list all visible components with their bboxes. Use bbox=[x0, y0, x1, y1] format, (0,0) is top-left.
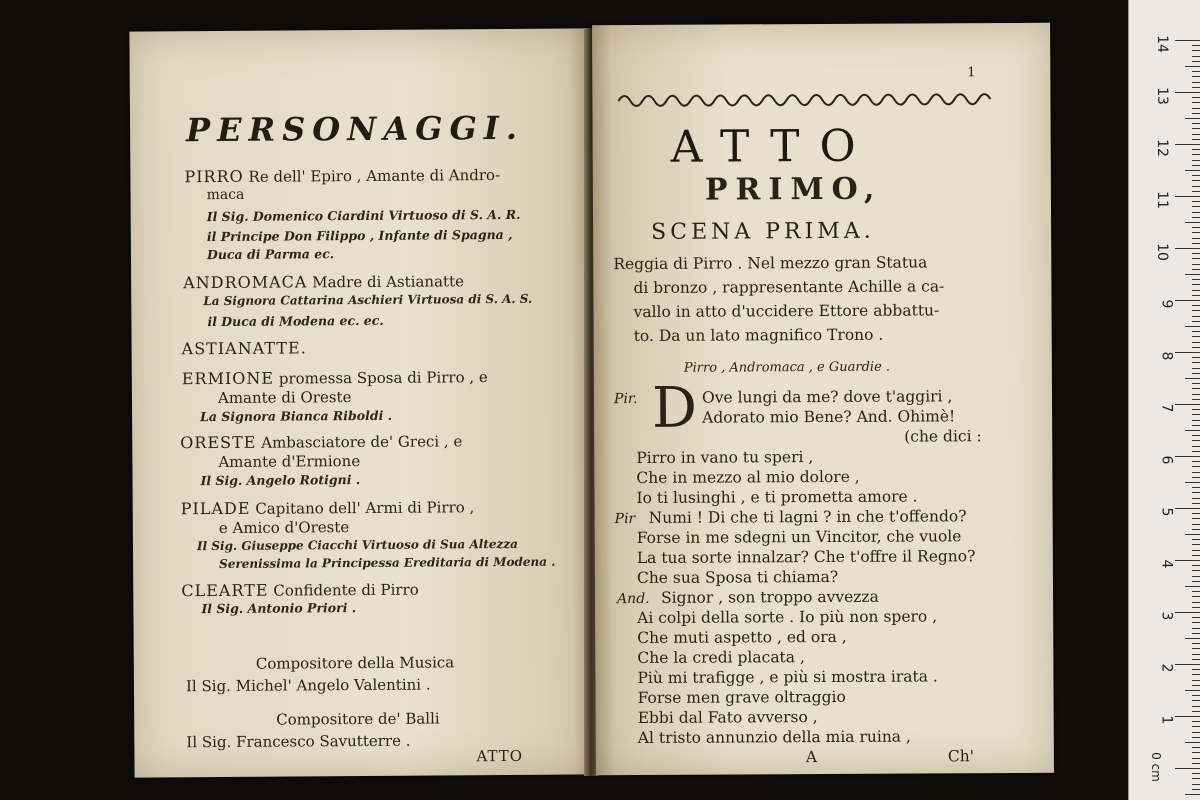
character-andromaca: ANDROMACA Madre di Astianatte bbox=[183, 272, 465, 293]
ruler-tick bbox=[1192, 607, 1200, 608]
ruler-tick bbox=[1192, 409, 1200, 410]
ruler-tick bbox=[1175, 456, 1200, 457]
ruler-tick bbox=[1185, 66, 1200, 67]
ruler-number: 1 bbox=[1158, 715, 1175, 725]
dialogue-line: Forse in me sdegni un Vincitor, che vuole bbox=[636, 527, 962, 547]
ruler-tick bbox=[1175, 560, 1200, 561]
ruler-tick bbox=[1192, 503, 1200, 504]
ruler-tick bbox=[1192, 596, 1200, 597]
ruler-tick bbox=[1185, 222, 1200, 223]
ruler-tick bbox=[1192, 451, 1200, 452]
ruler-tick bbox=[1192, 680, 1200, 681]
ruler-tick bbox=[1175, 352, 1200, 353]
ruler-tick bbox=[1192, 154, 1200, 155]
dialogue-line: Ai colpi della sorte . Io più non spero , bbox=[637, 607, 938, 627]
speaker: Pir. bbox=[613, 390, 638, 408]
speaker: And. bbox=[617, 590, 650, 608]
ruler-tick bbox=[1192, 97, 1200, 98]
ruler-tick bbox=[1192, 446, 1200, 447]
ruler-tick bbox=[1185, 378, 1200, 379]
ruler-tick bbox=[1192, 695, 1200, 696]
ruler-tick bbox=[1192, 721, 1200, 722]
ruler-tick bbox=[1185, 690, 1200, 691]
ruler-tick bbox=[1192, 113, 1200, 114]
ruler-tick bbox=[1192, 336, 1200, 337]
ruler-tick bbox=[1175, 40, 1200, 41]
ruler-tick bbox=[1192, 243, 1200, 244]
page-title: PERSONAGGI. bbox=[185, 108, 525, 150]
ruler-tick bbox=[1192, 139, 1200, 140]
page-number: 1 bbox=[967, 65, 976, 81]
ruler-number: 6 bbox=[1158, 455, 1175, 465]
character-ermione: ERMIONE promessa Sposa di Pirro , e bbox=[181, 368, 488, 389]
ruler-tick bbox=[1175, 664, 1200, 665]
ruler-tick bbox=[1192, 175, 1200, 176]
ruler-tick bbox=[1192, 321, 1200, 322]
ruler-tick bbox=[1192, 789, 1200, 790]
ruler-number: 5 bbox=[1158, 507, 1175, 517]
ruler-tick bbox=[1185, 586, 1200, 587]
ruler-tick bbox=[1192, 373, 1200, 374]
actor-line: Il Sig. Angelo Rotigni . bbox=[200, 472, 361, 489]
ruler-tick bbox=[1192, 253, 1200, 254]
ruler-tick bbox=[1192, 305, 1200, 306]
ruler-tick bbox=[1185, 118, 1200, 119]
ruler-tick bbox=[1192, 206, 1200, 207]
ruler-tick bbox=[1192, 654, 1200, 655]
ruler-tick bbox=[1192, 165, 1200, 166]
ruler-tick bbox=[1192, 732, 1200, 733]
ruler-tick bbox=[1175, 508, 1200, 509]
ruler-tick bbox=[1192, 778, 1200, 779]
catchword: ATTO bbox=[476, 746, 524, 766]
ruler-tick bbox=[1192, 134, 1200, 135]
ruler-tick bbox=[1192, 71, 1200, 72]
ruler-tick bbox=[1192, 201, 1200, 202]
ruler-tick bbox=[1192, 362, 1200, 363]
ruler-tick bbox=[1185, 430, 1200, 431]
actor-line: Il Sig. Domenico Ciardini Virtuoso di S. A. R. bbox=[206, 206, 521, 225]
ruler-tick bbox=[1192, 711, 1200, 712]
actor-line: Serenissima la Principessa Ereditaria di Modena . bbox=[219, 554, 556, 571]
ruler-tick bbox=[1192, 617, 1200, 618]
ruler-tick bbox=[1192, 435, 1200, 436]
ruler-tick bbox=[1185, 534, 1200, 535]
ruler-number: 8 bbox=[1158, 351, 1175, 361]
ruler-number: 9 bbox=[1158, 299, 1175, 309]
actor-line: La Signora Bianca Riboldi . bbox=[200, 407, 393, 425]
actor-line: Duca di Parma ec. bbox=[206, 246, 335, 263]
ruler-tick bbox=[1192, 472, 1200, 473]
left-page bbox=[129, 28, 592, 777]
ruler-tick bbox=[1192, 576, 1200, 577]
ruler-tick bbox=[1192, 399, 1200, 400]
ruler-tick bbox=[1192, 669, 1200, 670]
dialogue-line: Adorato mio Bene? And. Ohimè! bbox=[702, 407, 956, 427]
dialogue-line: Ove lungi da me? dove t'aggiri , bbox=[701, 387, 953, 407]
actor-line: il Duca di Modena ec. ec. bbox=[207, 312, 384, 330]
ruler-tick bbox=[1192, 544, 1200, 545]
ruler-tick bbox=[1192, 726, 1200, 727]
ruler-tick bbox=[1192, 227, 1200, 228]
ruler-tick bbox=[1192, 180, 1200, 181]
ballet-composer-name: Il Sig. Francesco Savutterre . bbox=[186, 731, 411, 752]
dialogue-line: Signor , son troppo avvezza bbox=[660, 587, 879, 607]
music-composer-heading: Compositore della Musica bbox=[255, 653, 455, 673]
ruler-tick bbox=[1192, 529, 1200, 530]
ruler-tick bbox=[1192, 160, 1200, 161]
ruler-tick bbox=[1185, 326, 1200, 327]
dialogue-line: Al tristo annunzio della mia ruina , bbox=[637, 727, 911, 747]
ruler-tick bbox=[1192, 498, 1200, 499]
ruler-tick bbox=[1192, 648, 1200, 649]
character-desc: e Amico d'Oreste bbox=[218, 518, 350, 537]
ruler-tick bbox=[1192, 747, 1200, 748]
ruler-tick bbox=[1175, 92, 1200, 93]
dialogue-line: Ebbi dal Fato avverso , bbox=[637, 708, 818, 727]
ruler-tick bbox=[1192, 279, 1200, 280]
ruler-tick bbox=[1192, 487, 1200, 488]
dialogue-line: Forse men grave oltraggio bbox=[637, 687, 846, 707]
ruler-tick bbox=[1192, 388, 1200, 389]
ruler-tick bbox=[1192, 752, 1200, 753]
ruler-number: 14 bbox=[1154, 35, 1171, 53]
ruler-tick bbox=[1185, 638, 1200, 639]
ruler-tick bbox=[1192, 45, 1200, 46]
ruler-tick bbox=[1192, 763, 1200, 764]
character-astianatte: ASTIANATTE. bbox=[181, 338, 307, 359]
ruler-tick bbox=[1175, 716, 1200, 717]
setting-line: vallo in atto d'uccidere Ettore abbattu- bbox=[633, 301, 940, 321]
ruler-tick bbox=[1192, 108, 1200, 109]
ruler-tick bbox=[1192, 466, 1200, 467]
ruler-tick bbox=[1192, 186, 1200, 187]
dialogue-line: Più mi trafigge , e più si mostra irata . bbox=[637, 667, 938, 687]
character-desc: Amante d'Ermione bbox=[218, 452, 361, 471]
setting-line: to. Da un lato magnifico Trono . bbox=[633, 325, 884, 345]
ruler-tick bbox=[1192, 102, 1200, 103]
ruler-tick bbox=[1192, 258, 1200, 259]
measurement-ruler bbox=[1128, 0, 1200, 800]
speaker: Pir bbox=[614, 510, 636, 528]
catchword: Ch' bbox=[947, 747, 975, 766]
act-number: PRIMO, bbox=[704, 171, 883, 208]
ruler-tick bbox=[1192, 342, 1200, 343]
ruler-tick bbox=[1192, 191, 1200, 192]
signature-mark: A bbox=[805, 748, 818, 767]
ruler-tick bbox=[1192, 784, 1200, 785]
ruler-tick bbox=[1192, 643, 1200, 644]
character-clearte: CLEARTE Confidente di Pirro bbox=[181, 580, 419, 601]
drop-cap: D bbox=[651, 375, 698, 441]
setting-line: di bronzo , rappresentante Achille a ca- bbox=[633, 277, 945, 297]
actor-line: La Signora Cattarina Aschieri Virtuosa di S. A. S. bbox=[203, 291, 533, 309]
ruler-tick bbox=[1192, 539, 1200, 540]
ruler-tick bbox=[1192, 581, 1200, 582]
right-page bbox=[592, 23, 1054, 775]
ruler-tick bbox=[1192, 238, 1200, 239]
ruler-tick bbox=[1192, 425, 1200, 426]
ruler-number: 13 bbox=[1154, 87, 1171, 105]
character-oreste: ORESTE Ambasciatore de' Greci , e bbox=[180, 432, 463, 453]
ruler-tick bbox=[1192, 61, 1200, 62]
dialogue-line: Che sua Sposa ti chiama? bbox=[636, 567, 839, 587]
ruler-tick bbox=[1192, 758, 1200, 759]
ruler-tick bbox=[1185, 274, 1200, 275]
ruler-tick bbox=[1185, 794, 1200, 795]
scene-heading: SCENA PRIMA. bbox=[651, 218, 875, 245]
dialogue-line: Che la credi placata , bbox=[637, 648, 805, 667]
ruler-tick bbox=[1192, 82, 1200, 83]
ruler-tick bbox=[1192, 290, 1200, 291]
ruler-tick bbox=[1192, 773, 1200, 774]
ruler-tick bbox=[1192, 492, 1200, 493]
ruler-tick bbox=[1192, 149, 1200, 150]
ruler-number: 12 bbox=[1154, 139, 1171, 157]
ruler-tick bbox=[1192, 284, 1200, 285]
ruler-unit: 0 cm bbox=[1149, 752, 1164, 782]
ruler-tick bbox=[1192, 295, 1200, 296]
actor-line: Il Sig. Giuseppe Ciacchi Virtuoso di Sua Altezza bbox=[196, 536, 518, 554]
ruler-tick bbox=[1192, 622, 1200, 623]
ruler-tick bbox=[1192, 659, 1200, 660]
ruler-tick bbox=[1192, 513, 1200, 514]
ruler-tick bbox=[1192, 383, 1200, 384]
ruler-tick bbox=[1185, 742, 1200, 743]
ruler-tick bbox=[1175, 768, 1200, 769]
ruler-tick bbox=[1192, 555, 1200, 556]
ruler-tick bbox=[1192, 570, 1200, 571]
ruler-tick bbox=[1192, 232, 1200, 233]
ruler-number: 3 bbox=[1158, 611, 1175, 621]
ruler-tick bbox=[1192, 316, 1200, 317]
character-desc: maca bbox=[206, 186, 245, 204]
ruler-tick bbox=[1192, 674, 1200, 675]
ruler-tick bbox=[1192, 212, 1200, 213]
ballet-composer-heading: Compositore de' Balli bbox=[276, 709, 440, 729]
ruler-tick bbox=[1192, 550, 1200, 551]
ruler-tick bbox=[1192, 706, 1200, 707]
ruler-number: 11 bbox=[1154, 191, 1171, 209]
character-pirro: PIRRO Re dell' Epiro , Amante di Andro- bbox=[184, 166, 501, 187]
ruler-number: 10 bbox=[1154, 243, 1171, 261]
ruler-number: 2 bbox=[1158, 663, 1175, 673]
ruler-tick bbox=[1192, 76, 1200, 77]
dialogue-line: Numi ! Di che ti lagni ? in che t'offendo? bbox=[648, 507, 967, 527]
dialogue-line: Io ti lusinghi , e ti prometta amore . bbox=[636, 487, 918, 507]
ruler-tick bbox=[1192, 602, 1200, 603]
dialogue-line: Pirro in vano tu speri , bbox=[636, 448, 814, 467]
ruler-tick bbox=[1175, 300, 1200, 301]
ruler-tick bbox=[1192, 264, 1200, 265]
dialogue-line: La tua sorte innalzar? Che t'offre il Regno? bbox=[636, 547, 976, 567]
ruler-tick bbox=[1192, 524, 1200, 525]
actor-line: il Principe Don Filippo , Infante di Spagna , bbox=[206, 226, 513, 245]
ruler-tick bbox=[1192, 700, 1200, 701]
act-heading: ATTO bbox=[670, 120, 876, 173]
ruler-tick bbox=[1192, 420, 1200, 421]
ruler-tick bbox=[1192, 685, 1200, 686]
ruler-tick bbox=[1192, 347, 1200, 348]
ornament-band bbox=[614, 87, 994, 113]
ruler-tick bbox=[1192, 394, 1200, 395]
ruler-tick bbox=[1192, 633, 1200, 634]
ruler-tick bbox=[1192, 440, 1200, 441]
ruler-tick bbox=[1192, 737, 1200, 738]
cast-line: Pirro , Andromaca , e Guardie . bbox=[683, 359, 891, 376]
music-composer-name: Il Sig. Michel' Angelo Valentini . bbox=[185, 675, 431, 696]
ruler-tick bbox=[1192, 628, 1200, 629]
dialogue-line: Che in mezzo al mio dolore , bbox=[636, 467, 860, 487]
ruler-tick bbox=[1185, 170, 1200, 171]
ruler-tick bbox=[1175, 196, 1200, 197]
ruler-tick bbox=[1175, 404, 1200, 405]
ruler-tick bbox=[1192, 50, 1200, 51]
ruler-tick bbox=[1175, 248, 1200, 249]
ruler-tick bbox=[1192, 56, 1200, 57]
ruler-number: 4 bbox=[1158, 559, 1175, 569]
ruler-tick bbox=[1192, 357, 1200, 358]
ruler-tick bbox=[1192, 368, 1200, 369]
ruler-tick bbox=[1192, 128, 1200, 129]
actor-line: Il Sig. Antonio Priori . bbox=[201, 600, 357, 617]
ruler-tick bbox=[1192, 565, 1200, 566]
ruler-tick bbox=[1192, 87, 1200, 88]
dialogue-line: (che dici : bbox=[904, 427, 982, 446]
ruler-number: 7 bbox=[1158, 403, 1175, 413]
ruler-tick bbox=[1192, 217, 1200, 218]
ruler-tick bbox=[1192, 269, 1200, 270]
ruler-tick bbox=[1192, 518, 1200, 519]
ruler-tick bbox=[1192, 123, 1200, 124]
ruler-tick bbox=[1192, 414, 1200, 415]
character-desc: Amante di Oreste bbox=[217, 388, 352, 407]
ruler-tick bbox=[1192, 477, 1200, 478]
ruler-tick bbox=[1192, 310, 1200, 311]
ruler-tick bbox=[1192, 331, 1200, 332]
ruler-tick bbox=[1185, 482, 1200, 483]
dialogue-line: Che muti aspetto , ed ora , bbox=[637, 627, 847, 647]
setting-line: Reggia di Pirro . Nel mezzo gran Statua bbox=[613, 253, 928, 274]
ruler-tick bbox=[1175, 144, 1200, 145]
ruler-tick bbox=[1192, 591, 1200, 592]
character-pilade: PILADE Capitano dell' Armi di Pirro , bbox=[180, 498, 475, 519]
ruler-tick bbox=[1175, 612, 1200, 613]
ruler-tick bbox=[1192, 461, 1200, 462]
